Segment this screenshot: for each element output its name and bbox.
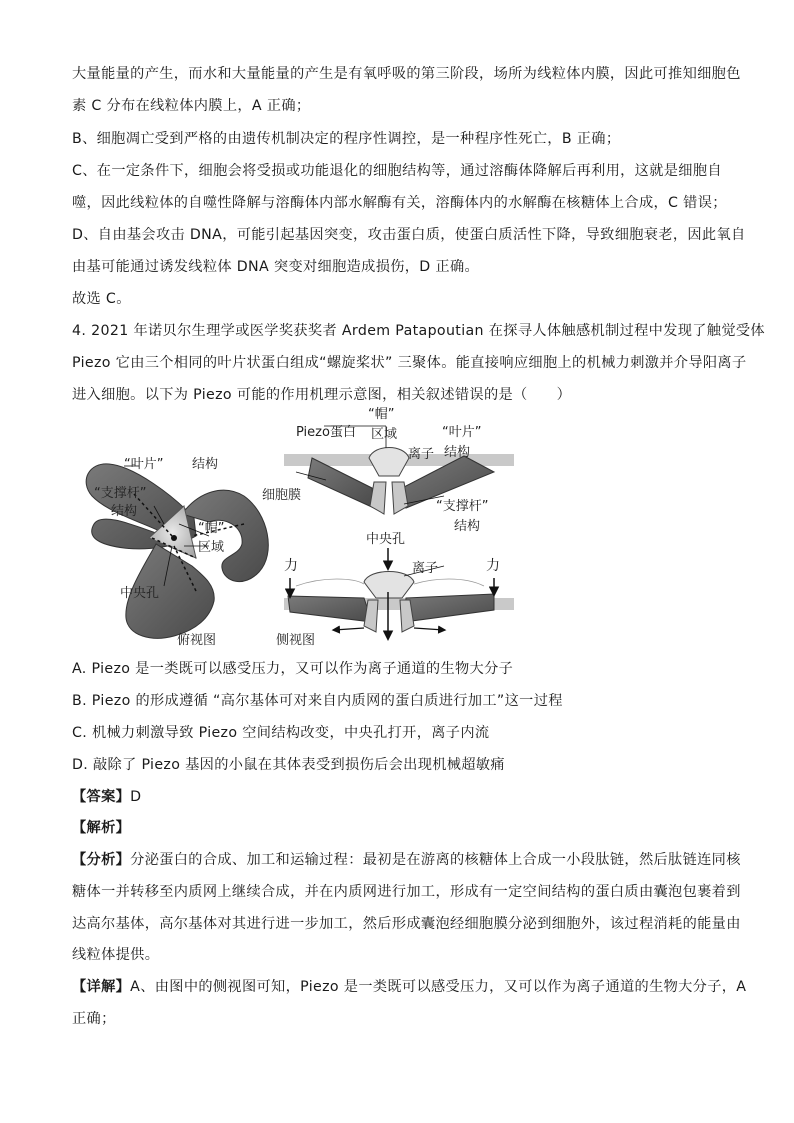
central-pore-dot — [171, 535, 177, 541]
fenxi-text: 分泌蛋白的合成、加工和运输过程：最初是在游离的核糖体上合成一小段肽链，然后肽链连同核 — [130, 852, 741, 868]
cap-region-shape — [369, 448, 409, 477]
analysis-line — [72, 818, 130, 838]
answer-tag: 【答案】 — [72, 789, 131, 805]
fenxi-tag: 【分析】 — [72, 852, 131, 868]
paragraph-line: 大量能量的产生，而水和大量能量的产生是有氧呼吸的第三阶段，场所为线粒体内膜，因此可推知细胞色 — [72, 66, 741, 82]
top-cap-label: “帽” — [198, 521, 225, 536]
option-b: B. Piezo 的形成遵循 “高尔基体可对来自内质网的蛋白质进行加工”这一过程 — [72, 693, 563, 709]
force-label-right: 力 — [486, 558, 500, 574]
paragraph-line: B、细胞凋亡受到严格的由遗传机制决定的程序性调控，是一种程序性死亡，B 正确； — [72, 131, 621, 147]
fenxi-line — [72, 850, 741, 870]
option-a: A. Piezo 是一类既可以感受压力，又可以作为离子通道的生物大分子 — [72, 661, 514, 677]
question-line: Piezo 它由三个相同的叶片状蛋白组成“螺旋桨状” 三聚体。能直接响应细胞上的机械力刺激并介导阳离子 — [72, 355, 747, 371]
side-strut-label: “支撑杆” — [436, 499, 489, 514]
paragraph-line: 由基可能通过诱发线粒体 DNA 突变对细胞造成损伤，D 正确。 — [72, 259, 480, 275]
side-ion-label: 离子 — [408, 447, 435, 462]
answer-value: D — [130, 789, 142, 805]
outward-arrow — [334, 628, 364, 630]
side-view-caption: 侧视图 — [276, 633, 316, 648]
detail-text: A、由图中的侧视图可知，Piezo 是一类既可以感受压力，又可以作为离子通道的生物大分子，A — [130, 979, 747, 995]
detail-line — [72, 977, 746, 997]
top-strut-label: “支撑杆” — [94, 486, 147, 501]
piezo-diagram — [64, 396, 524, 654]
top-view-caption: 俯视图 — [177, 633, 217, 648]
paragraph-line: C、在一定条件下，细胞会将受损或功能退化的细胞结构等，通过溶酶体降解后再利用，这就是细胞自 — [72, 163, 722, 179]
top-cap-label: 区域 — [198, 540, 225, 555]
side-pore-label: 中央孔 — [366, 532, 406, 547]
side-blade-label: 结构 — [444, 445, 471, 460]
side-blade-label: “叶片” — [442, 425, 482, 440]
top-blade-label: 结构 — [192, 457, 219, 472]
side-view-open — [284, 566, 514, 638]
top-blade-label: “叶片” — [124, 457, 164, 472]
side-cap-label: “帽” — [368, 407, 395, 422]
side-cap-label: 区域 — [371, 427, 398, 442]
question-line: 进入细胞。以下为 Piezo 可能的作用机理示意图，相关叙述错误的是（ ） — [72, 387, 572, 403]
blade-shape — [404, 594, 494, 622]
fenxi-line: 糖体一并转移至内质网上继续合成，并在内质网进行加工，形成有一定空间结构的蛋白质由囊泡包裹着到 — [72, 884, 741, 900]
fenxi-line: 达高尔基体，高尔基体对其进行进一步加工，然后形成囊泡经细胞膜分泌到细胞外，该过程消耗的能量由 — [72, 916, 741, 932]
option-c: C. 机械力刺激导致 Piezo 空间结构改变，中央孔打开，离子内流 — [72, 725, 490, 741]
option-d: D. 敲除了 Piezo 基因的小鼠在其体表受到损伤后会出现机械超敏痛 — [72, 757, 505, 773]
analysis-tag: 【解析】 — [72, 820, 131, 836]
paragraph-line: D、自由基会攻击 DNA，可能引起基因突变，攻击蛋白质，使蛋白质活性下降，导致细胞衰老，因此氧自 — [72, 227, 746, 243]
side-strut-label: 结构 — [454, 519, 481, 534]
paragraph-line: 故选 C。 — [72, 291, 131, 307]
side-piezo-label: Piezo蛋白 — [296, 425, 356, 440]
top-strut-label: 结构 — [111, 504, 138, 519]
fenxi-line: 线粒体提供。 — [72, 947, 160, 963]
side-membrane-label: 细胞膜 — [262, 488, 302, 503]
detail-line: 正确； — [72, 1011, 116, 1027]
paragraph-line: 噬，因此线粒体的自噬性降解与溶酶体内部水解酶有关，溶酶体内的水解酶在核糖体上合成，C 错误； — [72, 195, 727, 211]
answer-line — [72, 787, 141, 807]
blade-shape — [288, 596, 372, 622]
outward-arrow — [414, 628, 444, 630]
detail-tag: 【详解】 — [72, 979, 131, 995]
paragraph-line: 素 C 分布在线粒体内膜上，A 正确； — [72, 98, 311, 114]
side-ion-label-bottom: 离子 — [412, 561, 439, 576]
top-pore-label: 中央孔 — [120, 586, 160, 601]
force-label-left: 力 — [284, 558, 298, 574]
question-line: 4. 2021 年诺贝尔生理学或医学奖获奖者 Ardem Patapoutian 在探寻人体触感机制过程中发现了触觉受体 — [72, 323, 765, 339]
strut-shape — [370, 482, 386, 514]
